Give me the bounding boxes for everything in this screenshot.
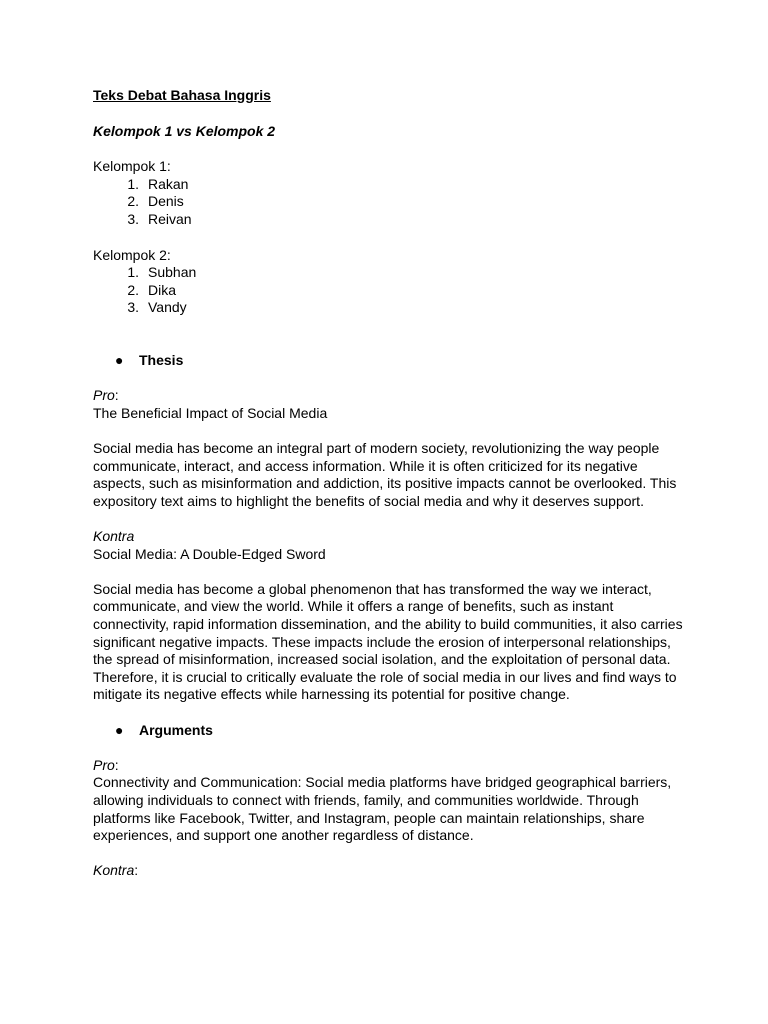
thesis-kontra-title: Social Media: A Double-Edged Sword xyxy=(93,545,326,562)
list-number: 3. xyxy=(127,210,139,227)
arguments-pro-label: Pro: xyxy=(93,756,119,773)
list-item xyxy=(93,282,683,300)
list-number: 1. xyxy=(127,264,139,281)
bullet-icon: ● xyxy=(115,352,124,369)
list-item xyxy=(93,193,683,211)
member-name: Vandy xyxy=(148,299,187,316)
list-number: 2. xyxy=(127,281,139,298)
document-subtitle: Kelompok 1 vs Kelompok 2 xyxy=(93,122,276,139)
member-name: Reivan xyxy=(148,210,192,227)
thesis-pro-paragraph: Social media has become an integral part of modern society, revolutionizing the way people communicate, interact, and access information. While it is often criticized for its negative aspects, such as misinformation and addiction, its positive impacts cannot be overlooked. This expository text aims to highlight the benefits of social media and why it deserves support. xyxy=(93,440,677,509)
list-item xyxy=(93,176,683,194)
document-content xyxy=(93,87,683,880)
arguments-kontra-label: Kontra: xyxy=(93,862,139,879)
group1-label: Kelompok 1: xyxy=(93,158,171,175)
member-name: Dika xyxy=(148,281,177,298)
thesis-heading xyxy=(93,352,683,370)
thesis-kontra-paragraph: Social media has become a global phenomenon that has transformed the way we interact, communicate, and view the world. While it offers a range of benefits, such as instant connectivity, rapid information dissemination, and the ability to build communities, it also carries significant negative impacts. These impacts include the erosion of interpersonal relationships, the spread of misinformation, increased social isolation, and the exploitation of personal data. Therefore, it is crucial to critically evaluate the role of social media in our lives and find ways to mitigate its negative effects while harnessing its potential for positive change. xyxy=(93,580,683,703)
list-number: 3. xyxy=(127,299,139,316)
thesis-kontra-label: Kontra xyxy=(93,528,135,545)
list-item xyxy=(93,211,683,229)
arguments-heading-text: Arguments xyxy=(139,721,213,738)
thesis-heading-text: Thesis xyxy=(139,352,184,369)
thesis-pro-label: Pro: xyxy=(93,387,119,404)
list-item xyxy=(93,299,683,317)
list-number: 2. xyxy=(127,193,139,210)
member-name: Denis xyxy=(148,193,184,210)
group2-members xyxy=(93,264,683,317)
arguments-pro-paragraph: Connectivity and Communication: Social media platforms have bridged geographical barriers, allowing individuals to connect with friends, family, and communities worldwide. Through platforms like Facebook, Twitter, and Instagram, people can maintain relationships, share experiences, and support one another regardless of distance. xyxy=(93,774,672,844)
group2-label: Kelompok 2: xyxy=(93,246,171,263)
bullet-icon: ● xyxy=(115,721,124,738)
document-title: Teks Debat Bahasa Inggris xyxy=(93,87,271,103)
thesis-pro-title: The Beneficial Impact of Social Media xyxy=(93,404,328,421)
member-name: Rakan xyxy=(148,175,189,192)
list-number: 1. xyxy=(127,175,139,192)
member-name: Subhan xyxy=(148,264,197,281)
list-item xyxy=(93,264,683,282)
group1-members xyxy=(93,176,683,229)
arguments-heading xyxy=(93,722,683,740)
